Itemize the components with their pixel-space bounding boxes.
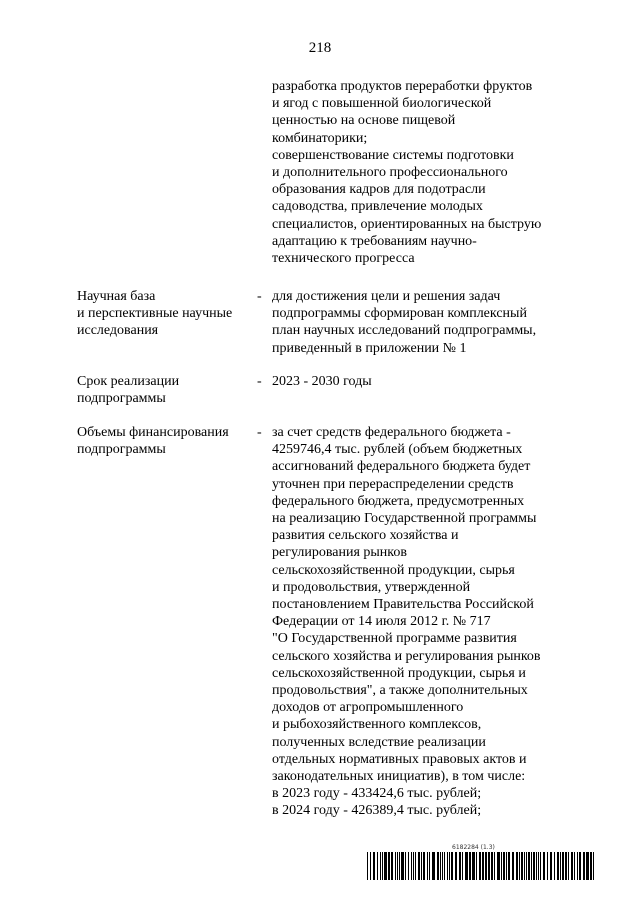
label-line: подпрограммы: [77, 391, 166, 407]
barcode-bar: [415, 852, 416, 880]
barcode-bar: [560, 852, 561, 880]
barcode-bar: [380, 852, 381, 880]
barcode-bar: [524, 852, 525, 880]
barcode-bar: [494, 852, 495, 880]
barcode-bar: [485, 852, 487, 880]
barcode-bar: [571, 852, 573, 880]
barcode-bar: [384, 852, 387, 880]
barcode-bar: [429, 852, 430, 880]
content-line: и продовольствия, утвержденной: [272, 579, 471, 595]
barcode-bar: [469, 852, 471, 880]
content-line: "О Государственной программе развития: [272, 631, 517, 647]
content-line: за счет средств федерального бюджета -: [272, 425, 511, 440]
barcode-bar: [586, 852, 589, 880]
barcode-bar: [399, 852, 400, 880]
barcode-bar: [423, 852, 425, 880]
barcode-image: [367, 852, 595, 880]
barcode-bar: [437, 852, 439, 880]
section-content: [272, 288, 572, 357]
barcode-bar: [488, 852, 490, 880]
barcode-bar: [413, 852, 414, 880]
barcode-bar: [568, 852, 569, 880]
barcode-bar: [401, 852, 404, 880]
barcode-bar: [476, 852, 477, 880]
section-dash: -: [257, 289, 262, 304]
barcode-bar: [538, 852, 539, 880]
barcode-bar: [547, 852, 548, 880]
content-line: подпрограммы сформирован комплексный: [272, 306, 527, 322]
content-line: план научных исследований подпрограммы,: [272, 323, 537, 339]
content-line: законодательных инициатив), в том числе:: [272, 769, 526, 785]
barcode-bar: [533, 852, 535, 880]
barcode-bar: [442, 852, 443, 880]
barcode-bar: [432, 852, 435, 880]
content-line: постановлением Правительства Российской: [272, 597, 534, 613]
barcode-bar: [465, 852, 468, 880]
section-label: [77, 288, 252, 340]
barcode-bar: [459, 852, 461, 880]
barcode-bar: [418, 852, 420, 880]
barcode-bar: [377, 852, 378, 880]
barcode-bar: [373, 852, 375, 880]
intro-content: [272, 78, 572, 267]
intro-line: и дополнительного профессионального: [272, 165, 508, 181]
barcode-bar: [411, 852, 412, 880]
barcode-bar: [472, 852, 475, 880]
barcode-bar: [562, 852, 564, 880]
intro-line: образования кадров для подотрасли: [272, 182, 486, 198]
content-line: в 2023 году - 433424,6 тыс. рублей;: [272, 786, 482, 802]
document-code: 6182284 (1.3): [452, 844, 495, 851]
barcode-bar: [574, 852, 575, 880]
barcode-bar: [427, 852, 428, 880]
content-line: Федерации от 14 июля 2012 г. № 717: [272, 614, 491, 630]
barcode-bar: [579, 852, 581, 880]
barcode-bar: [408, 852, 409, 880]
barcode-bar: [462, 852, 463, 880]
barcode-bar: [455, 852, 457, 880]
barcode-bar: [444, 852, 445, 880]
label-line: и перспективные научные: [77, 306, 233, 322]
barcode-bar: [531, 852, 532, 880]
barcode-bar: [447, 852, 448, 880]
content-line: в 2024 году - 426389,4 тыс. рублей;: [272, 803, 482, 819]
barcode-bar: [512, 852, 514, 880]
barcode-bar: [543, 852, 545, 880]
barcode-bar: [516, 852, 518, 880]
content-line: продовольствия", а также дополнительных: [272, 683, 528, 699]
barcode-bar: [482, 852, 484, 880]
content-line: регулирования рынков: [272, 545, 407, 561]
page-number: 218: [308, 40, 332, 56]
intro-line: комбинаторики;: [272, 130, 368, 146]
content-line: федерального бюджета, предусмотренных: [272, 493, 525, 509]
section-content: [272, 424, 572, 820]
content-line: ассигнований федерального бюджета будет: [272, 459, 531, 475]
section-dash: -: [257, 425, 262, 440]
intro-line: специалистов, ориентированных на быструю: [272, 216, 542, 232]
barcode-bar: [550, 852, 552, 880]
intro-line: и ягод с повышенной биологической: [272, 96, 492, 112]
barcode-bar: [528, 852, 530, 880]
content-line: приведенный в приложении № 1: [272, 340, 467, 356]
barcode-bar: [491, 852, 493, 880]
barcode-bar: [395, 852, 396, 880]
barcode-bar: [554, 852, 555, 880]
barcode-bar: [501, 852, 502, 880]
barcode-bar: [508, 852, 510, 880]
barcode-bar: [391, 852, 393, 880]
barcode-bar: [367, 852, 368, 880]
intro-line: совершенствование системы подготовки: [272, 147, 514, 163]
barcode-bar: [370, 852, 371, 880]
barcode-bar: [565, 852, 567, 880]
content-line: уточнен при перераспределении средств: [272, 476, 514, 492]
content-line: отдельных нормативных правовых актов и: [272, 751, 527, 767]
barcode-bar: [557, 852, 559, 880]
content-line: доходов от агропромышленного: [272, 700, 464, 716]
barcode-bar: [503, 852, 505, 880]
barcode-bar: [590, 852, 592, 880]
content-line: 4259746,4 тыс. рублей (объем бюджетных: [272, 442, 523, 458]
section-label: [77, 373, 252, 407]
content-line: сельского хозяйства и регулирования рынков: [272, 648, 541, 664]
barcode-bar: [519, 852, 520, 880]
barcode-bar: [593, 852, 594, 880]
barcode-bar: [388, 852, 390, 880]
barcode-bar: [479, 852, 481, 880]
barcode-bar: [451, 852, 453, 880]
intro-line: садоводства, привлечение молодых: [272, 199, 483, 215]
barcode-bar: [521, 852, 523, 880]
content-line: сельскохозяйственной продукции, сырья и: [272, 665, 526, 681]
label-line: Срок реализации: [77, 374, 180, 389]
label-line: исследования: [77, 323, 159, 339]
barcode-bar: [583, 852, 585, 880]
label-line: Объемы финансирования: [77, 425, 229, 440]
section-content: [272, 373, 572, 390]
barcode-bar: [382, 852, 383, 880]
content-line: на реализацию Государственной программы: [272, 511, 537, 527]
content-line: развития сельского хозяйства и: [272, 528, 459, 544]
barcode-bar: [540, 852, 541, 880]
content-line: 2023 - 2030 годы: [272, 374, 372, 389]
barcode-bar: [526, 852, 527, 880]
content-line: сельскохозяйственной продукции, сырья: [272, 562, 515, 578]
intro-line: технического прогресса: [272, 251, 415, 267]
barcode-bar: [397, 852, 398, 880]
barcode-bar: [405, 852, 406, 880]
intro-line: разработка продуктов переработки фруктов: [272, 79, 533, 94]
intro-line: адаптацию к требованиям научно-: [272, 233, 477, 249]
label-line: подпрограммы: [77, 442, 166, 458]
barcode-bar: [449, 852, 450, 880]
barcode-bar: [497, 852, 500, 880]
barcode-bar: [440, 852, 441, 880]
barcode-bar: [536, 852, 537, 880]
section-dash: -: [257, 374, 262, 389]
content-line: для достижения цели и решения задач: [272, 289, 501, 304]
label-line: Научная база: [77, 289, 156, 304]
barcode-bar: [421, 852, 422, 880]
content-line: полученных вследствие реализации: [272, 734, 486, 750]
barcode-bar: [506, 852, 507, 880]
content-line: и рыбохозяйственного комплексов,: [272, 717, 482, 733]
barcode-bar: [577, 852, 578, 880]
section-label: [77, 424, 252, 458]
intro-line: ценностью на основе пищевой: [272, 113, 456, 129]
